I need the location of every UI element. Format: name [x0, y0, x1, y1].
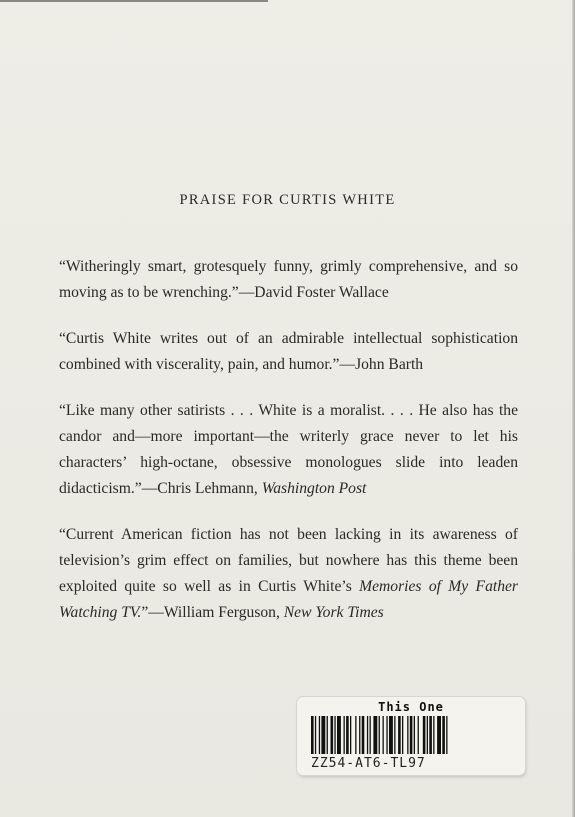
barcode-icon: [311, 716, 511, 754]
quote-ferguson-source: New York Times: [283, 604, 384, 621]
quote-lehmann-source: Washington Post: [261, 480, 367, 497]
quote-lehmann: [59, 398, 518, 502]
praise-heading: PRAISE FOR CURTIS WHITE: [179, 192, 396, 208]
praise-quotes: [59, 254, 518, 646]
top-rule: [0, 0, 268, 2]
quote-wallace: “Witheringly smart, grotesquely funny, grimly comprehensive, and so moving as to be wrenching.”—David Foster Wallace: [59, 258, 518, 301]
quote-barth: “Curtis White writes out of an admirable intellectual sophistication combined with viscerality, pain, and humor.”—John Barth: [59, 330, 518, 373]
quote-ferguson: [59, 522, 518, 626]
quote-lehmann-text: “Like many other satirists . . . White is a moralist. . . . He also has the candor and—more important—the writerly grace never to let his characters’ high-octane, obsessive monologues slide into leaden didacticism.”—Chris Lehmann,: [59, 402, 518, 497]
quote-ferguson-text: “Current American fiction has not been lacking in its awareness of television’s grim effect on families, but nowhere has this theme been exploited quite so well as in Curtis White’s: [59, 526, 518, 595]
quote-ferguson-attribution: ”—William Ferguson,: [141, 604, 284, 621]
quote-ferguson-book-title: Memories of My Father Watching TV.: [59, 578, 518, 621]
sticker-code: ZZ54-AT6-TL97: [311, 756, 426, 771]
sticker-label: This One: [378, 700, 444, 714]
barcode-sticker: [297, 697, 525, 775]
